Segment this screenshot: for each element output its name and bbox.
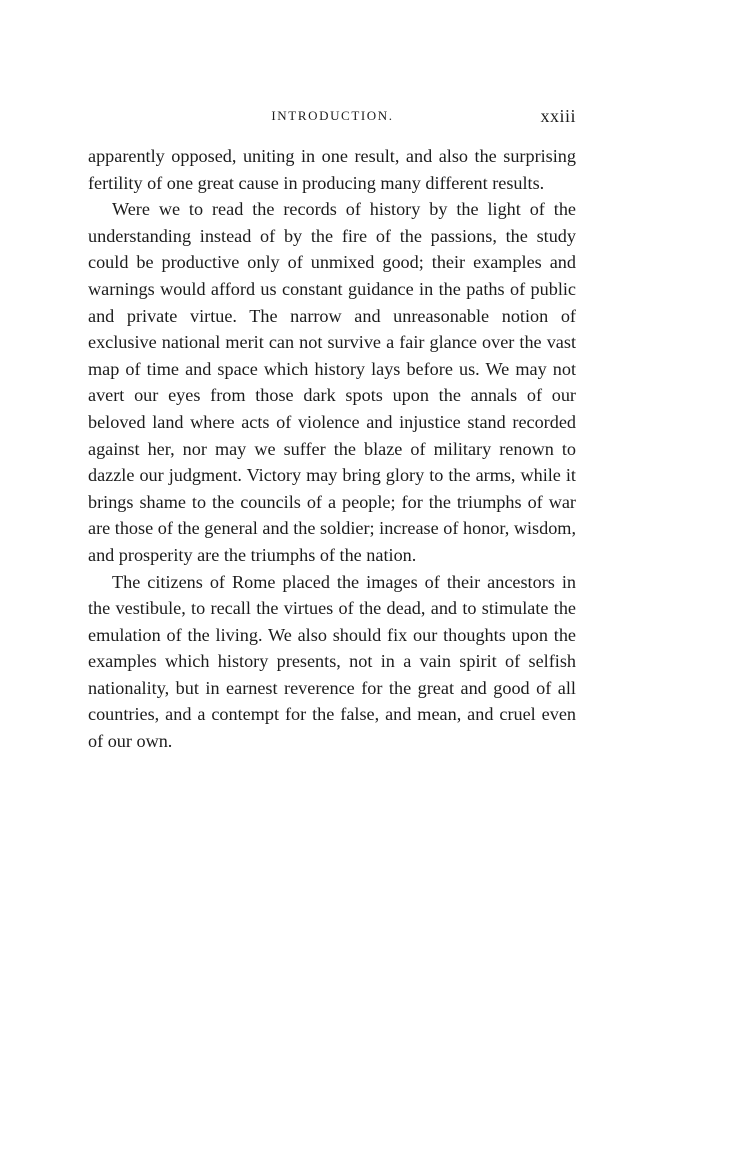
body-text — [88, 143, 576, 755]
paragraph-history-records: Were we to read the records of history by the light of the understanding instead of by the fire of the passions, the study could be productive only of unmixed good; their examples and warnings would afford us constant guidance in the paths of public and private virtue. The narrow and unreasonable notion of exclusive national merit can not survive a fair glance over the vast map of time and space which history lays before us. We may not avert our eyes from those dark spots upon the annals of our beloved land where acts of violence and injustice stand recorded against her, nor may we suffer the blaze of military renown to dazzle our judgment. Victory may bring glory to the arms, while it brings shame to the councils of a people; for the triumphs of war are those of the general and the soldier; increase of honor, wisdom, and prosperity are the triumphs of the nation. — [88, 199, 576, 565]
paragraph-citizens-of-rome: The citizens of Rome placed the images of their ancestors in the vestibule, to recall the virtues of the dead, and to stimulate the emulation of the living. We also should fix our thoughts upon the examples which history presents, not in a vain spirit of selfish nationality, but in earnest reverence for the great and good of all countries, and a contempt for the false, and mean, and cruel even of our own. — [88, 571, 576, 752]
running-head — [89, 104, 576, 128]
page-number: xxiii — [540, 106, 576, 126]
paragraph-continuation: apparently opposed, uniting in one result, and also the surprising fertility of one great cause in producing many different results. — [88, 146, 576, 193]
running-title: INTRODUCTION. — [271, 108, 394, 123]
